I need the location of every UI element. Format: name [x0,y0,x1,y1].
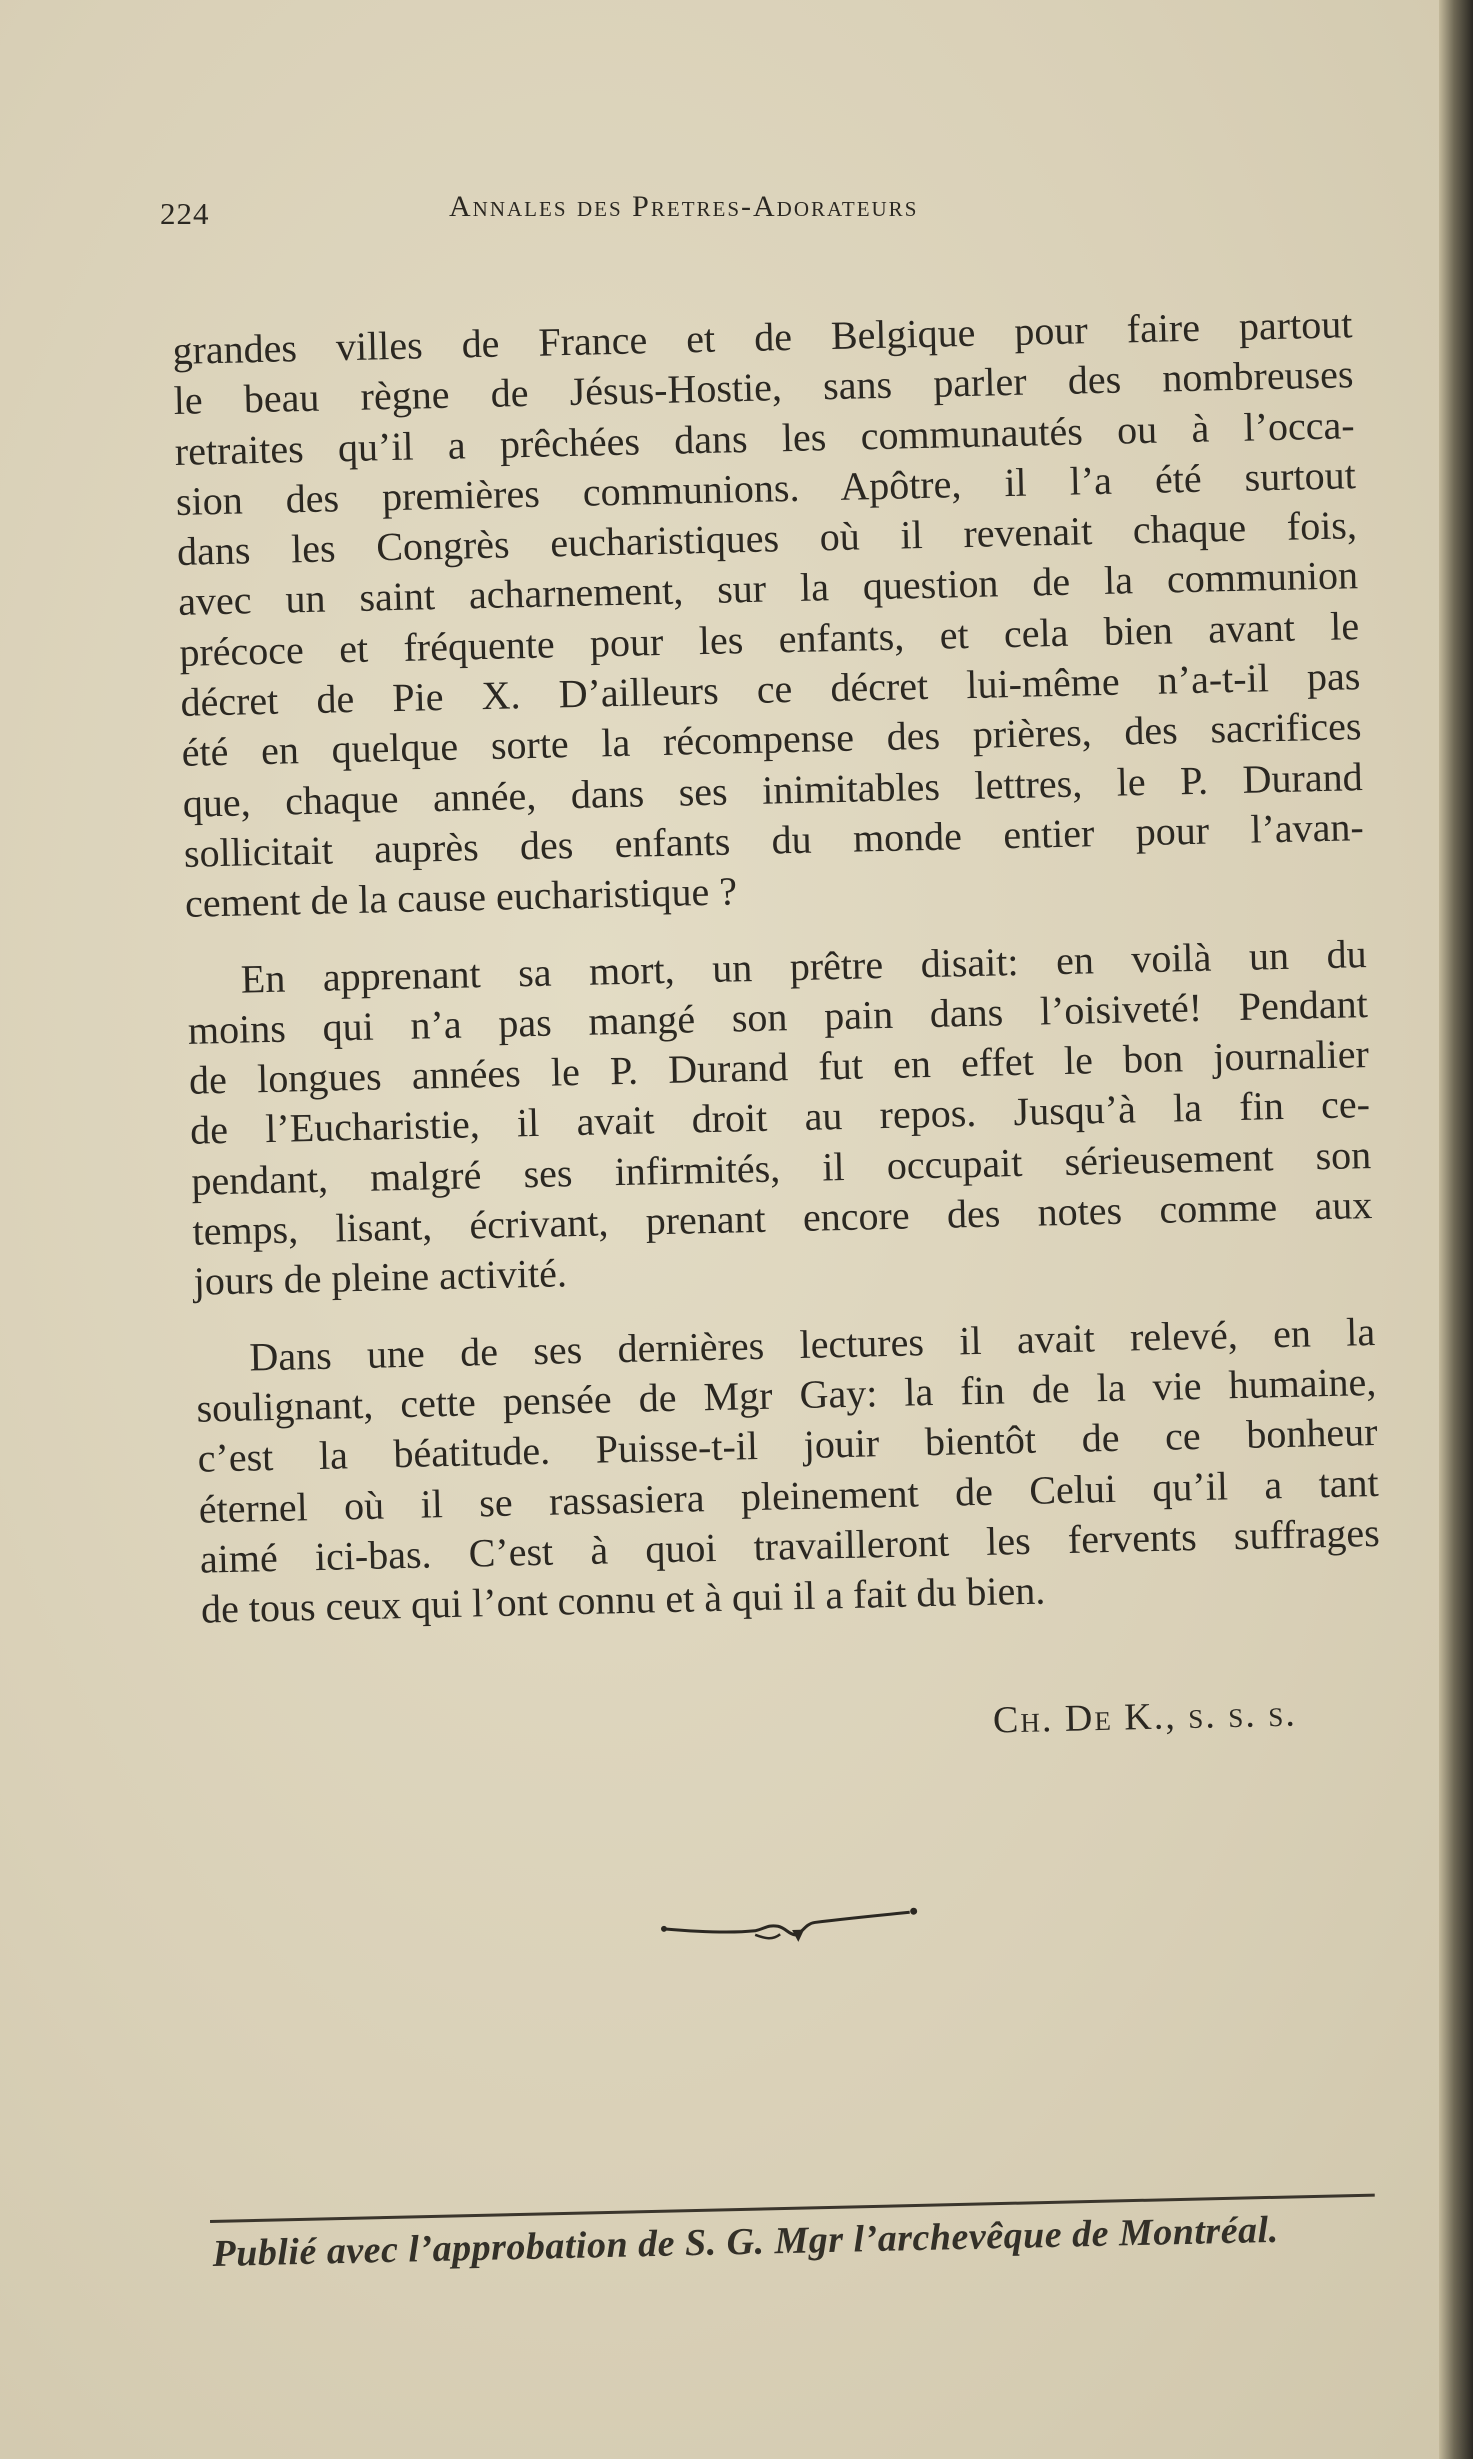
text-line: retraites qu’il a prêchées dans les communautés ou à l’occa- [174,401,1356,474]
text-line: cement de la cause eucharistique ? [184,868,738,927]
text-line: de longues années le P. Durand fut en effet le bon journalier [188,1031,1370,1103]
text-line: soulignant, cette pensée de Mgr Gay: la fin de la vie humaine, [196,1358,1377,1431]
author-signature: Ch. De K., s. s. s. [992,1692,1298,1742]
text-line: sollicitait auprès des enfants du monde entier pour l’avan- [183,804,1365,876]
text-line: de l’Eucharistie, il avait droit au repos. Jusqu’à la fin ce- [189,1081,1371,1154]
page-number: 224 [160,196,210,231]
text-line: été en quelque sorte la récompense des prières, des sacrifices [181,703,1362,776]
paragraph [195,1307,1382,1635]
text-line: avec un saint acharnement, sur la question de la communion [177,552,1359,625]
text-line: c’est la béatitude. Puisse-t-il jouir bientôt de ce bonheur [197,1409,1378,1481]
text-line: que, chaque année, dans ses inimitables lettres, le P. Durand [182,753,1364,826]
binding-edge [1439,0,1473,2459]
paragraph [186,929,1374,1308]
text-line: jours de pleine activité. [193,1250,568,1305]
text-line: sion des premières communions. Apôtre, il l’a été surtout [175,452,1357,524]
text-line: le beau règne de Jésus-Hostie, sans parler des nombreuses [173,351,1354,424]
text-line: dans les Congrès eucharistiques où il revenait chaque fois, [176,502,1358,575]
text-line: pendant, malgré ses infirmités, il occupait sérieusement son [190,1131,1372,1204]
text-line: En apprenant sa mort, un prêtre disait: en voilà un du [240,930,1368,1002]
ornament-divider [660,1901,921,1953]
text-line: Dans une de ses dernières lectures il avait relevé, en la [248,1308,1376,1380]
text-line: grandes villes de France et de Belgique pour faire partout [172,301,1353,373]
text-line: précoce et fréquente pour les enfants, et cela bien avant le [178,602,1360,675]
text-line: de tous ceux qui l’ont connu et à qui il a fait du bien. [200,1567,1046,1632]
imprimatur-line: Publié avec l’approbation de S. G. Mgr l’archevêque de Montréal. [212,2208,1280,2275]
text-line: temps, lisant, écrivant, prenant encore des notes comme aux [192,1182,1373,1254]
text-line: aimé ici-bas. C’est à quoi travailleront les fervents suffrages [199,1509,1381,1582]
text-line: décret de Pie X. D’ailleurs ce décret lui-même n’a-t-il pas [180,653,1361,725]
running-head: Annales des Pretres-Adorateurs [449,190,919,223]
text-line: éternel où il se rassasiera pleinement de Celui qu’il a tant [198,1459,1380,1532]
paragraph [172,299,1365,929]
body-text [172,299,1381,1635]
text-line: moins qui n’a pas mangé son pain dans l’oisiveté! Pendant [187,980,1369,1053]
